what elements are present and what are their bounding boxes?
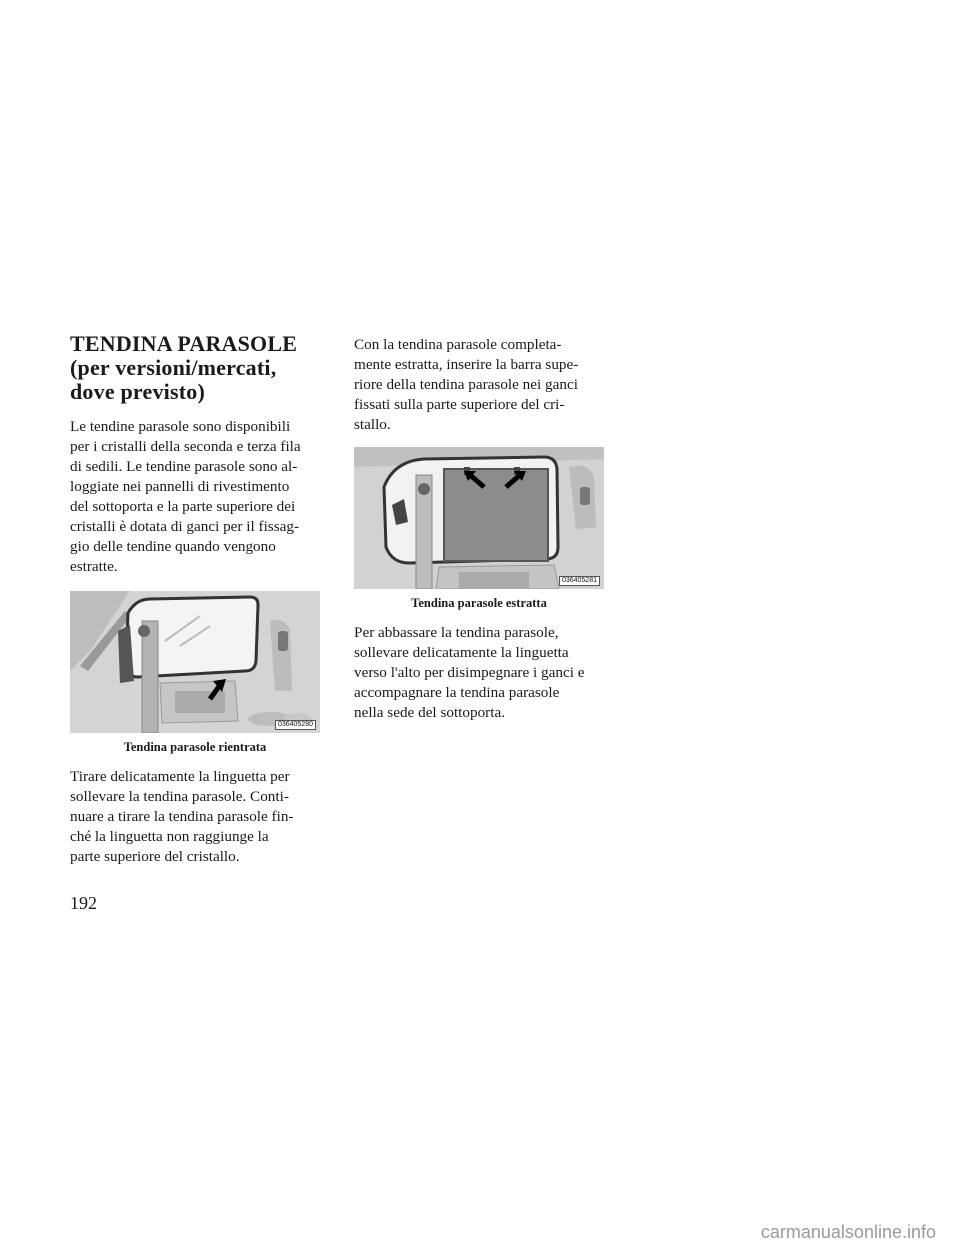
page-number: 192 xyxy=(70,893,97,913)
hook-instructions-paragraph: Con la tendina parasole completa- mente estratta, inserire la barra supe- riore della tendina parasole nei ganci fissati sulla parte superiore del cri- stallo. xyxy=(354,336,579,433)
right-column xyxy=(354,335,604,723)
pull-instructions-paragraph: Tirare delicatamente la linguetta per sollevare la tendina parasole. Conti- nuare a tirare la tendina parasole fin- ché la linguetta non raggiunge la parte superiore del cristallo. xyxy=(70,768,294,865)
figure-code: 036405280 xyxy=(275,720,316,730)
figure-code: 036405281 xyxy=(559,576,600,586)
shade-retracted-illustration xyxy=(70,591,320,733)
figure-shade-retracted xyxy=(70,591,320,733)
figure-caption: Tendina parasole rientrata xyxy=(123,740,267,754)
lower-instructions-paragraph: Per abbassare la tendina parasole, sollevare delicatamente la linguetta verso l'alto per disimpegnare i ganci e accompagnare la tendina parasole nella sede del sottoporta. xyxy=(354,624,585,721)
section-title: TENDINA PARASOLE (per versioni/mercati, dove previsto) xyxy=(70,331,298,404)
figure-caption: Tendina parasole estratta xyxy=(411,596,547,610)
figure-shade-extended xyxy=(354,447,604,589)
left-column xyxy=(70,332,320,867)
shade-extended-illustration xyxy=(354,447,604,589)
intro-paragraph: Le tendine parasole sono disponibili per i cristalli della seconda e terza fila di sedili. Le tendine parasole sono al- loggiate nei pannelli di rivestimento del sottoporta e la parte superiore dei cristalli è dotata di ganci per il fissag- gio delle tendine quando vengono estratte. xyxy=(70,418,301,575)
watermark-link[interactable]: carmanualsonline.info xyxy=(760,1222,936,1242)
